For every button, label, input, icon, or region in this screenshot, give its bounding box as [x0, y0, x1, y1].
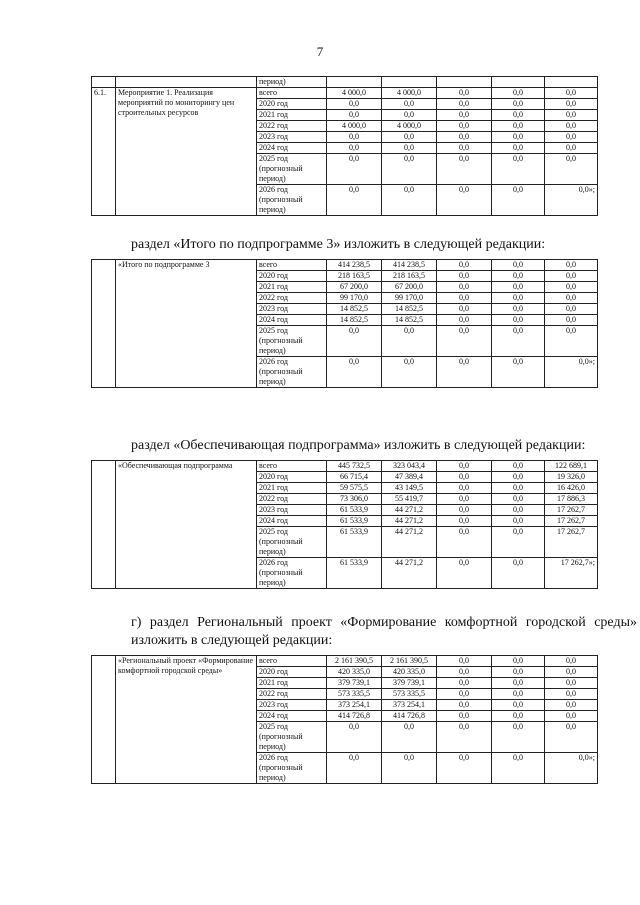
period-cell: 2022 год — [257, 494, 327, 505]
value-cell: 0,0 — [382, 110, 437, 121]
value-cell: 0,0 — [492, 700, 545, 711]
value-cell: 0,0»; — [545, 185, 598, 216]
name-cell: «Итого по подпрограмме 3 — [116, 260, 257, 388]
value-cell: 0,0 — [492, 282, 545, 293]
value-cell: 0,0 — [437, 516, 492, 527]
value-cell: 0,0 — [545, 315, 598, 326]
value-cell: 44 271,2 — [382, 558, 437, 589]
period-cell: всего — [257, 461, 327, 472]
table-row — [92, 260, 598, 271]
code-cell — [92, 260, 116, 388]
value-cell: 73 306,0 — [327, 494, 382, 505]
value-cell: 373 254,1 — [382, 700, 437, 711]
value-cell: 0,0 — [382, 99, 437, 110]
value-cell: 0,0 — [437, 753, 492, 784]
value-cell: 0,0 — [545, 700, 598, 711]
value-cell: 0,0 — [492, 667, 545, 678]
value-cell: 14 852,5 — [327, 315, 382, 326]
value-cell: 0,0 — [437, 461, 492, 472]
value-cell: 17 262,7 — [545, 516, 598, 527]
value-cell: 0,0 — [382, 357, 437, 388]
value-cell: 0,0 — [437, 121, 492, 132]
value-cell: 67 200,0 — [382, 282, 437, 293]
value-cell: 0,0 — [437, 689, 492, 700]
value-cell: 445 732,5 — [327, 461, 382, 472]
value-cell: 0,0 — [437, 483, 492, 494]
value-cell: 0,0 — [545, 121, 598, 132]
period-cell: 2020 год — [257, 99, 327, 110]
value-cell: 99 170,0 — [382, 293, 437, 304]
value-cell: 0,0 — [327, 110, 382, 121]
value-cell: 47 389,4 — [382, 472, 437, 483]
value-cell: 0,0 — [492, 143, 545, 154]
value-cell: 55 419,7 — [382, 494, 437, 505]
value-cell: 0,0 — [545, 689, 598, 700]
value-cell: 0,0 — [492, 753, 545, 784]
value-cell: 0,0 — [492, 505, 545, 516]
value-cell: 0,0 — [492, 461, 545, 472]
table-subprogram-3-total — [91, 259, 598, 388]
value-cell: 0,0 — [492, 494, 545, 505]
value-cell: 0,0 — [437, 494, 492, 505]
section-instruction: раздел «Итого по подпрограмме 3» изложить в следующей редакции: — [131, 237, 546, 252]
table-measure-6-1 — [91, 76, 598, 216]
value-cell: 0,0 — [492, 271, 545, 282]
value-cell: 0,0 — [492, 527, 545, 558]
value-cell: 4 000,0 — [382, 121, 437, 132]
value-cell: 16 426,0 — [545, 483, 598, 494]
value-cell: 17 262,7»; — [545, 558, 598, 589]
value-cell: 0,0 — [545, 326, 598, 357]
code-cell: 6.1. — [92, 88, 116, 216]
value-cell: 61 533,9 — [327, 558, 382, 589]
value-cell: 4 000,0 — [327, 88, 382, 99]
period-cell: 2021 год — [257, 110, 327, 121]
table-row — [92, 461, 598, 472]
value-cell: 17 262,7 — [545, 505, 598, 516]
period-cell: 2026 год (прогнозный период) — [257, 558, 327, 589]
name-cell: «Обеспечивающая подпрограмма — [116, 461, 257, 589]
value-cell: 0,0 — [545, 154, 598, 185]
value-cell: 0,0 — [492, 483, 545, 494]
period-cell: 2023 год — [257, 132, 327, 143]
period-cell: 2023 год — [257, 700, 327, 711]
period-cell: 2023 год — [257, 505, 327, 516]
value-cell: 19 326,0 — [545, 472, 598, 483]
period-cell: 2022 год — [257, 689, 327, 700]
period-cell: 2026 год (прогнозный период) — [257, 357, 327, 388]
value-cell: 0,0 — [492, 121, 545, 132]
value-cell: 14 852,5 — [382, 315, 437, 326]
value-cell: 218 163,5 — [327, 271, 382, 282]
value-cell: 0,0 — [545, 143, 598, 154]
value-cell: 0,0 — [492, 304, 545, 315]
value-cell: 0,0 — [492, 293, 545, 304]
value-cell: 0,0 — [545, 110, 598, 121]
period-cell: 2025 год (прогнозный период) — [257, 154, 327, 185]
value-cell: 0,0 — [382, 154, 437, 185]
value-cell: 0,0 — [437, 88, 492, 99]
value-cell: 2 161 390,5 — [327, 656, 382, 667]
value-cell: 420 335,0 — [382, 667, 437, 678]
period-cell: 2020 год — [257, 271, 327, 282]
value-cell: 573 335,5 — [382, 689, 437, 700]
value-cell: 0,0 — [492, 326, 545, 357]
value-cell: 0,0 — [437, 185, 492, 216]
value-cell: 0,0 — [545, 282, 598, 293]
period-cell: 2026 год (прогнозный период) — [257, 753, 327, 784]
value-cell: 0,0 — [437, 304, 492, 315]
name-cell: «Региональный проект «Формирование комфортной городской среды» — [116, 656, 257, 784]
value-cell: 0,0 — [545, 132, 598, 143]
value-cell: 4 000,0 — [327, 121, 382, 132]
value-cell: 4 000,0 — [382, 88, 437, 99]
period-cell: 2024 год — [257, 315, 327, 326]
value-cell: 0,0 — [327, 143, 382, 154]
period-cell: всего — [257, 88, 327, 99]
value-cell: 0,0 — [492, 99, 545, 110]
value-cell: 573 335,5 — [327, 689, 382, 700]
value-cell: 43 149,5 — [382, 483, 437, 494]
value-cell: 0,0 — [327, 357, 382, 388]
table-supporting-subprogram — [91, 460, 598, 589]
value-cell: 17 262,7 — [545, 527, 598, 558]
value-cell: 0,0 — [327, 99, 382, 110]
period-cell: 2021 год — [257, 483, 327, 494]
value-cell: 0,0»; — [545, 753, 598, 784]
code-cell — [92, 656, 116, 784]
value-cell: 0,0 — [492, 516, 545, 527]
section-instruction: раздел «Обеспечивающая подпрограмма» изложить в следующей редакции: — [131, 438, 586, 453]
value-cell: 0,0 — [437, 132, 492, 143]
value-cell: 0,0 — [545, 293, 598, 304]
value-cell: 0,0 — [437, 722, 492, 753]
value-cell: 0,0 — [327, 185, 382, 216]
period-cell: всего — [257, 260, 327, 271]
period-cell: всего — [257, 656, 327, 667]
value-cell: 0,0 — [492, 689, 545, 700]
value-cell: 0,0 — [492, 154, 545, 185]
value-cell: 44 271,2 — [382, 505, 437, 516]
value-cell: 0,0 — [382, 753, 437, 784]
value-cell: 44 271,2 — [382, 527, 437, 558]
period-cell: период) — [257, 77, 327, 88]
value-cell: 414 238,5 — [327, 260, 382, 271]
value-cell: 0,0 — [437, 315, 492, 326]
value-cell: 99 170,0 — [327, 293, 382, 304]
value-cell: 0,0 — [492, 656, 545, 667]
value-cell: 0,0 — [437, 110, 492, 121]
value-cell: 0,0 — [437, 154, 492, 185]
value-cell: 323 043,4 — [382, 461, 437, 472]
value-cell: 0,0 — [492, 132, 545, 143]
code-cell — [92, 461, 116, 589]
value-cell: 0,0 — [492, 722, 545, 753]
period-cell: 2022 год — [257, 121, 327, 132]
value-cell: 0,0 — [545, 667, 598, 678]
value-cell: 0,0 — [437, 260, 492, 271]
value-cell: 414 238,5 — [382, 260, 437, 271]
value-cell: 0,0 — [545, 99, 598, 110]
value-cell: 0,0 — [492, 558, 545, 589]
value-cell: 0,0 — [437, 656, 492, 667]
value-cell: 44 271,2 — [382, 516, 437, 527]
value-cell: 0,0 — [327, 154, 382, 185]
period-cell: 2025 год (прогнозный период) — [257, 722, 327, 753]
period-cell: 2025 год (прогнозный период) — [257, 527, 327, 558]
value-cell: 0,0 — [437, 271, 492, 282]
period-cell: 2021 год — [257, 282, 327, 293]
value-cell: 0,0 — [437, 558, 492, 589]
value-cell: 0,0 — [327, 326, 382, 357]
value-cell: 379 739,1 — [327, 678, 382, 689]
period-cell: 2026 год (прогнозный период) — [257, 185, 327, 216]
table-row — [92, 77, 598, 88]
value-cell: 0,0 — [492, 357, 545, 388]
name-cell: Мероприятие 1. Реализация мероприятий по мониторингу цен строительных ресурсов — [116, 88, 257, 216]
value-cell: 122 689,1 — [545, 461, 598, 472]
value-cell: 0,0 — [492, 711, 545, 722]
period-cell: 2025 год (прогнозный период) — [257, 326, 327, 357]
value-cell: 59 575,5 — [327, 483, 382, 494]
value-cell: 373 254,1 — [327, 700, 382, 711]
value-cell: 0,0 — [492, 110, 545, 121]
value-cell: 0,0 — [492, 472, 545, 483]
value-cell: 414 726,8 — [382, 711, 437, 722]
value-cell: 14 852,5 — [382, 304, 437, 315]
value-cell: 0,0 — [327, 132, 382, 143]
value-cell: 0,0 — [437, 99, 492, 110]
page-number: 7 — [316, 44, 324, 59]
value-cell: 61 533,9 — [327, 505, 382, 516]
value-cell: 14 852,5 — [327, 304, 382, 315]
value-cell: 0,0 — [492, 678, 545, 689]
period-cell: 2024 год — [257, 711, 327, 722]
period-cell: 2023 год — [257, 304, 327, 315]
value-cell: 0,0 — [492, 185, 545, 216]
value-cell: 0,0 — [545, 678, 598, 689]
value-cell: 0,0 — [437, 700, 492, 711]
value-cell: 0,0 — [382, 326, 437, 357]
period-cell: 2021 год — [257, 678, 327, 689]
value-cell: 414 726,8 — [327, 711, 382, 722]
table-regional-project — [91, 655, 598, 784]
value-cell: 0,0 — [492, 315, 545, 326]
value-cell: 67 200,0 — [327, 282, 382, 293]
value-cell: 0,0 — [382, 143, 437, 154]
value-cell: 61 533,9 — [327, 516, 382, 527]
period-cell: 2020 год — [257, 667, 327, 678]
value-cell: 379 739,1 — [382, 678, 437, 689]
value-cell: 0,0»; — [545, 357, 598, 388]
value-cell: 0,0 — [437, 505, 492, 516]
value-cell: 0,0 — [545, 304, 598, 315]
section-instruction: г) раздел Региональный проект «Формирование комфортной городской среды» изложить в следующей редакции: — [131, 615, 637, 648]
value-cell: 0,0 — [545, 271, 598, 282]
value-cell: 2 161 390,5 — [382, 656, 437, 667]
value-cell: 0,0 — [437, 527, 492, 558]
value-cell: 0,0 — [382, 132, 437, 143]
value-cell: 420 335,0 — [327, 667, 382, 678]
period-cell: 2024 год — [257, 143, 327, 154]
value-cell: 0,0 — [437, 678, 492, 689]
value-cell: 0,0 — [545, 711, 598, 722]
value-cell: 0,0 — [437, 282, 492, 293]
period-cell: 2020 год — [257, 472, 327, 483]
value-cell: 0,0 — [382, 722, 437, 753]
value-cell: 0,0 — [545, 722, 598, 753]
value-cell: 0,0 — [437, 293, 492, 304]
value-cell: 0,0 — [327, 722, 382, 753]
value-cell: 0,0 — [437, 472, 492, 483]
period-cell: 2022 год — [257, 293, 327, 304]
value-cell: 0,0 — [327, 753, 382, 784]
table-row — [92, 656, 598, 667]
value-cell: 218 163,5 — [382, 271, 437, 282]
table-row — [92, 88, 598, 99]
value-cell: 0,0 — [382, 185, 437, 216]
value-cell: 17 886,3 — [545, 494, 598, 505]
value-cell: 0,0 — [437, 326, 492, 357]
value-cell: 0,0 — [492, 88, 545, 99]
period-cell: 2024 год — [257, 516, 327, 527]
value-cell: 0,0 — [437, 143, 492, 154]
value-cell: 61 533,9 — [327, 527, 382, 558]
value-cell: 0,0 — [545, 656, 598, 667]
value-cell: 0,0 — [437, 357, 492, 388]
value-cell: 0,0 — [545, 88, 598, 99]
value-cell: 0,0 — [545, 260, 598, 271]
value-cell: 0,0 — [437, 711, 492, 722]
value-cell: 0,0 — [437, 667, 492, 678]
value-cell: 0,0 — [492, 260, 545, 271]
value-cell: 66 715,4 — [327, 472, 382, 483]
